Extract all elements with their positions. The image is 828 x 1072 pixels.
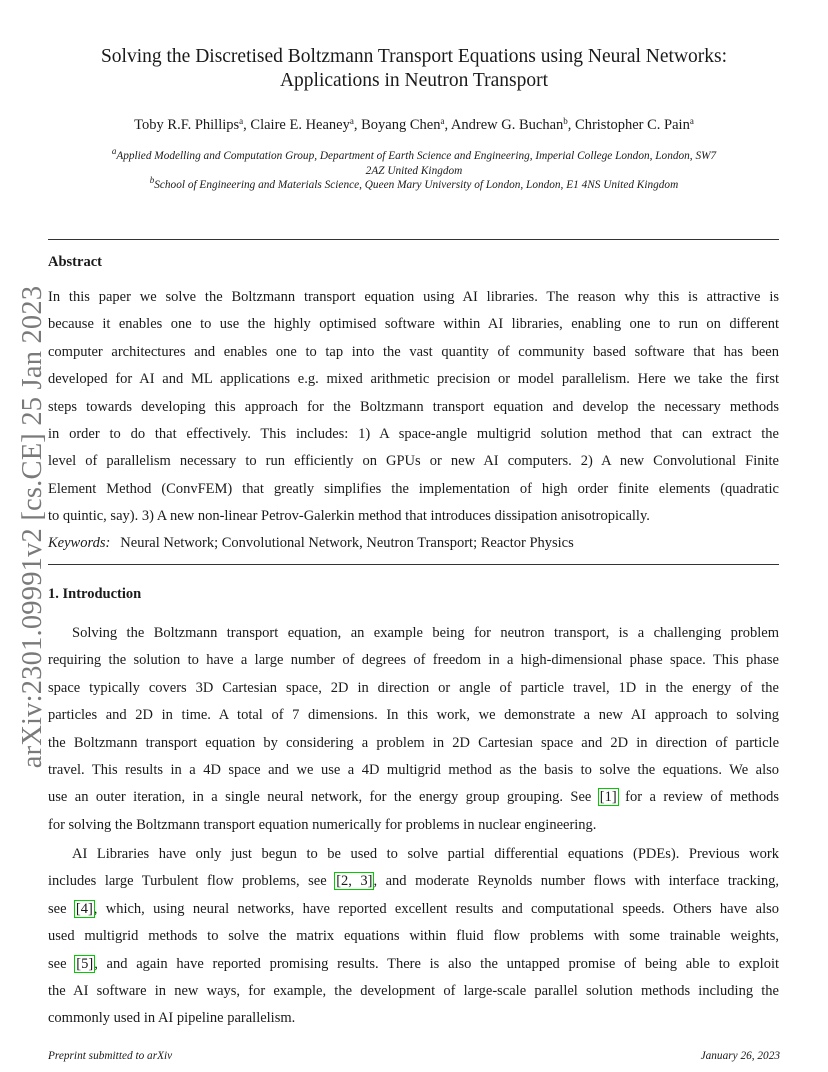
abstract-line: because it enables one to use the highly optimised software within AI libraries, enabling one to run on different <box>48 316 779 333</box>
abstract-line: steps towards developing this approach for the Boltzmann transport equation and develop the necessary methods <box>48 398 779 415</box>
citation-link[interactable]: [5] <box>76 955 94 972</box>
author-name: Christopher C. Pain <box>575 117 690 133</box>
affiliation-mark: a <box>111 146 117 156</box>
abstract-heading: Abstract <box>48 254 102 270</box>
paragraph-line <box>48 978 779 1005</box>
author-affiliation-mark: a <box>349 116 354 126</box>
text-segment: , and again have reported promising results. There is also the untapped promise of being able to exploit <box>94 955 779 972</box>
abstract-line: level of parallelism necessary to run efficiently on GPUs or new AI computers. 2) A new Convolutional Finite <box>48 453 779 470</box>
paragraph-line <box>48 730 779 757</box>
citation-link[interactable]: [4] <box>75 900 93 917</box>
paragraph-line <box>48 784 779 811</box>
abstract-line: developed for AI and ML applications e.g. mixed arithmetic precision or model parallelism. Here we take the first <box>48 371 779 388</box>
paragraph-line <box>48 951 779 978</box>
citation-link[interactable]: [2, 3] <box>336 873 373 890</box>
author-affiliation-mark: b <box>563 116 568 126</box>
keywords-text: Neural Network; Convolutional Network, Neutron Transport; Reactor Physics <box>120 535 574 551</box>
paragraph-line <box>48 702 779 729</box>
paragraph-line <box>48 757 779 784</box>
text-segment: for solving the Boltzmann transport equation numerically for problems in nuclear engineering. <box>48 816 597 833</box>
text-segment: space typically covers 3D Cartesian space, 2D in direction or angle of particle travel, 1D in the energy of the <box>48 679 779 696</box>
affiliation-mark: b <box>149 175 155 185</box>
abstract-line: Element Method (ConvFEM) that greatly simplifies the implementation of high order finite elements (quadratic <box>48 480 779 497</box>
paragraph-line <box>48 812 779 839</box>
paragraph-line <box>48 923 779 950</box>
text-segment: particles and 2D in time. A total of 7 dimensions. In this work, we demonstrate a new AI approach to solving <box>48 707 779 724</box>
abstract-line: computer architectures and enables one to tap into the vast quantity of community based software that has been <box>48 343 779 360</box>
footer-preprint-note: Preprint submitted to arXiv <box>48 1050 173 1062</box>
text-segment: see <box>48 900 75 917</box>
text-segment: travel. This results in a 4D space and we use a 4D multigrid method as the basis to solve the equations. We also <box>48 761 779 778</box>
text-segment: commonly used in AI pipeline parallelism. <box>48 1010 296 1027</box>
paragraph-line <box>48 841 779 868</box>
text-segment: AI Libraries have only just begun to be used to solve partial differential equations (PDEs). Previous work <box>72 846 779 862</box>
text-segment: used multigrid methods to solve the matrix equations within fluid flow problems with some trainable weights, <box>48 928 779 945</box>
title-line: Applications in Neutron Transport <box>279 70 549 91</box>
paragraph-line <box>48 868 779 895</box>
author-affiliation-mark: a <box>239 116 244 126</box>
paper-title <box>40 45 788 93</box>
author-affiliation-mark: a <box>689 116 694 126</box>
paragraph-line <box>48 620 779 647</box>
paragraph-line <box>48 1005 779 1032</box>
affiliation-text: Applied Modelling and Computation Group, Department of Earth Science and Engineering, Imperial College London, London, SW7 <box>116 150 717 162</box>
abstract-line: to quintic, say). 3) A new non-linear Petrov-Galerkin method that introduces dissipation anisotropically. <box>48 508 650 525</box>
divider-top <box>48 239 779 240</box>
paragraph-line <box>48 896 779 923</box>
footer-date: January 26, 2023 <box>700 1050 780 1062</box>
introduction-paragraph-1 <box>48 620 779 839</box>
text-segment: for a review of methods <box>617 789 779 806</box>
text-segment: the Boltzmann transport equation by considering a problem in 2D Cartesian space and 2D in direction of particle <box>48 734 779 751</box>
text-segment: the AI software in new ways, for example, the development of large-scale parallel solution methods including the <box>48 982 779 999</box>
text-segment: , and moderate Reynolds number flows with interface tracking, <box>373 873 779 890</box>
text-segment: see <box>48 955 76 972</box>
introduction-paragraph-2 <box>48 841 779 1033</box>
divider-bottom <box>48 564 779 565</box>
abstract-line: in order to do that effectively. This includes: 1) A space-angle multigrid solution method that can extract the <box>48 425 779 442</box>
abstract-body <box>48 284 779 531</box>
affiliation-text: School of Engineering and Materials Science, Queen Mary University of London, London, E1 4NS United Kingdom <box>154 179 679 191</box>
arxiv-identifier: arXiv:2301.09991v2 [cs.CE] 25 Jan 2023 <box>17 285 48 769</box>
author-name: Claire E. Heaney <box>250 117 350 133</box>
author-name: Toby R.F. Phillips <box>134 117 240 133</box>
author-name: Boyang Chen <box>361 117 441 133</box>
affiliation-a <box>48 146 780 179</box>
text-segment: includes large Turbulent flow problems, see <box>48 873 336 890</box>
text-segment: requiring the solution to have a large number of degrees of freedom in a high-dimensional phase space. This phase <box>48 652 779 669</box>
keywords <box>48 535 779 552</box>
title-line: Solving the Discretised Boltzmann Transport Equations using Neural Networks: <box>100 46 728 67</box>
keywords-label: Keywords: <box>48 535 111 551</box>
affiliation-b <box>48 175 780 193</box>
text-segment: use an outer iteration, in a single neural network, for the energy group grouping. See <box>48 789 599 806</box>
author-affiliation-mark: a <box>440 116 445 126</box>
paragraph-line <box>48 647 779 674</box>
abstract-line: In this paper we solve the Boltzmann transport equation using AI libraries. The reason why this is attractive is <box>48 289 779 305</box>
section-heading-introduction: 1. Introduction <box>48 586 142 602</box>
paragraph-line <box>48 675 779 702</box>
author-list: Toby R.F. Phillips$^a$, Claire E. Heaney$^a$, Boyang Chen$^a$, Andrew G. Buchan$^b$, Christopher C. Pain$^a$ <box>134 116 694 133</box>
citation-link[interactable]: [1] <box>599 789 617 806</box>
text-segment: , which, using neural networks, have reported excellent results and computational speeds. Others have also <box>93 900 779 917</box>
text-segment: Solving the Boltzmann transport equation, an example being for neutron transport, is a challenging problem <box>72 625 779 641</box>
author-name: Andrew G. Buchan <box>450 117 564 133</box>
affiliation-text: 2AZ United Kingdom <box>365 165 463 177</box>
